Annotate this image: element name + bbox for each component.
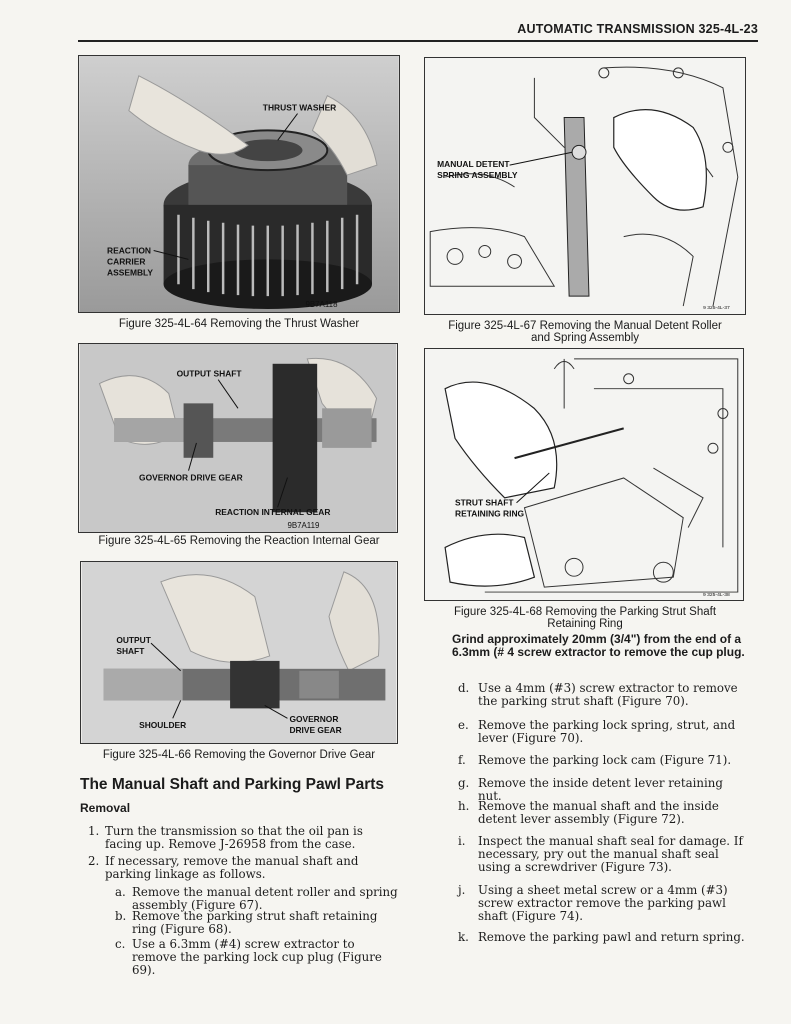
callout-drive-gear: DRIVE GEAR [289,725,342,736]
extractor-note: Grind approximately 20mm (3/4") from the end of a 6.3mm (# 4 screw extractor to remove the cup plug. [452,632,745,659]
substep-h [458,800,750,828]
step-2 [88,855,400,883]
step-1 [88,825,400,853]
substep-letter: j. [458,883,466,897]
substep-letter: b. [115,909,127,923]
figure-64-caption: Figure 325-4L-64 Removing the Thrust Washer [118,318,360,330]
callout-retaining-ring: RETAINING RING [455,508,525,519]
figure-manual-detent-roller [424,57,746,315]
substep-letter: f. [458,753,466,767]
substep-letter: a. [115,885,126,899]
substep-c [115,937,400,977]
figure-66-image [81,562,397,743]
figure-67-caption-line2: and Spring Assembly [530,332,640,344]
substep-text: Remove the inside detent lever retaining nut. [478,776,723,803]
substep-text: Use a 6.3mm (#4) screw extractor to remove the parking lock cup plug (Figure 69). [132,937,382,977]
substep-j [458,884,750,926]
substep-letter: k. [458,930,469,944]
callout-output: OUTPUT [116,635,151,646]
callout-thrust-washer: THRUST WASHER [262,102,337,113]
substep-text: Using a sheet metal screw or a 4mm (#3) screw extractor remove the parking pawl shaft (Figure 74). [478,883,728,923]
figure-67-image [425,58,745,314]
callout-reaction: REACTION [107,245,152,256]
callout-spring-assembly: SPRING ASSEMBLY [437,170,518,181]
step-number: 1. [88,824,100,838]
callout-manual-detent: MANUAL DETENT [437,159,510,170]
substep-letter: i. [458,834,466,848]
substep-k [458,931,750,947]
figure-68-code: 9 325-4L-38 [703,593,730,599]
figure-65-caption: Figure 325-4L-65 Removing the Reaction Internal Gear [98,535,380,547]
substep-e [458,719,750,747]
substep-text: Use a 4mm (#3) screw extractor to remove the parking strut shaft (Figure 70). [478,681,738,708]
substep-letter: d. [458,681,470,695]
callout-governor-drive-gear: GOVERNOR DRIVE GEAR [139,472,243,483]
substep-letter: h. [458,799,470,813]
header-rule [78,40,758,42]
callout-carrier: CARRIER [107,256,146,267]
figure-68-image [425,349,743,600]
substep-text: Remove the parking lock spring, strut, and lever (Figure 70). [478,718,736,745]
callout-shoulder: SHOULDER [139,720,187,731]
callout-strut-shaft: STRUT SHAFT [455,497,514,508]
callout-governor: GOVERNOR [289,714,339,725]
step-number: 2. [88,854,100,868]
callout-output-shaft: OUTPUT SHAFT [176,368,242,379]
page-header: AUTOMATIC TRANSMISSION 325-4L-23 [517,22,758,36]
figure-68-caption-line2: Retaining Ring [547,618,623,630]
substep-d [458,682,750,710]
figure-thrust-washer [78,55,400,313]
callout-assembly: ASSEMBLY [107,267,154,278]
substep-b [115,910,400,938]
substep-text: Remove the parking pawl and return spring. [478,930,745,944]
substep-text: Remove the parking strut shaft retaining ring (Figure 68). [132,909,378,936]
figure-66-caption: Figure 325-4L-66 Removing the Governor Drive Gear [102,749,376,761]
figure-64-code: 9B7A118 [305,300,338,310]
figure-governor-drive-gear [80,561,398,744]
figure-68-caption-line1: Figure 325-4L-68 Removing the Parking Strut Shaft [453,606,717,618]
substep-letter: c. [115,937,126,951]
step-text: Turn the transmission so that the oil pan is facing up. Remove J-26958 from the case. [105,824,363,851]
figure-parking-strut-shaft [424,348,744,601]
section-subtitle: Removal [80,801,131,815]
callout-shaft: SHAFT [116,645,145,656]
step-text: If necessary, remove the manual shaft and parking linkage as follows. [105,854,359,881]
callout-reaction-internal-gear: REACTION INTERNAL GEAR [215,507,331,518]
substep-i [458,835,750,877]
substep-text: Inspect the manual shaft seal for damage. If necessary, pry out the manual shaft seal using a screwdriver (Figure 73). [478,834,743,874]
figure-67-code: 9 325-4L-37 [703,306,730,312]
substep-letter: g. [458,776,470,790]
figure-67-caption-line1: Figure 325-4L-67 Removing the Manual Detent Roller [448,320,722,332]
figure-64-image [79,56,399,312]
substep-letter: e. [458,718,469,732]
substep-text: Remove the manual shaft and the inside detent lever assembly (Figure 72). [478,799,719,826]
substep-f [458,754,750,770]
figure-reaction-internal-gear [78,343,398,533]
section-title: The Manual Shaft and Parking Pawl Parts [80,776,385,793]
substep-text: Remove the manual detent roller and spring assembly (Figure 67). [132,885,398,912]
figure-65-image [79,344,397,532]
substep-g [458,776,750,803]
substep-text: Remove the parking lock cam (Figure 71). [478,753,732,767]
figure-65-code: 9B7A119 [287,521,320,531]
